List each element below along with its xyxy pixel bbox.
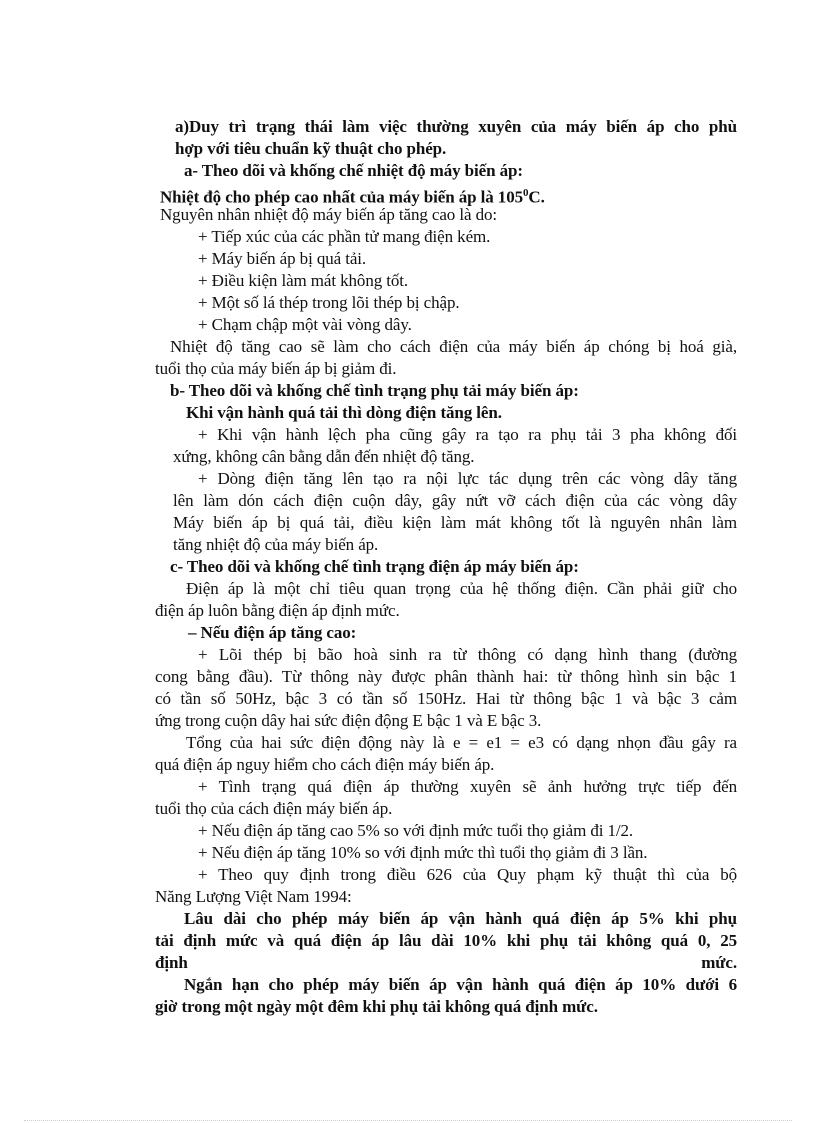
- heading-a-sub: a- Theo dõi và khống chế nhiệt độ máy biến áp:: [184, 161, 523, 180]
- flux-line4: ứng trong cuộn dây hai sức điện động E bậc 1 và E bậc 3.: [155, 711, 542, 730]
- cause-item-5: + Chạm chập một vài vòng dây.: [198, 315, 412, 334]
- heading-b: b- Theo dõi và khống chế tình trạng phụ tải máy biến áp:: [170, 381, 579, 400]
- max-temp-text: Nhiệt độ cho phép cao nhất của máy biến áp là 105: [160, 187, 524, 207]
- heading-a-main-line1: a)Duy trì trạng thái làm việc thường xuyên của máy biến áp cho phù: [175, 117, 737, 136]
- heading-c: c- Theo dõi và khống chế tình trạng điện áp máy biến áp:: [170, 557, 579, 576]
- flux-line3: có tần số 50Hz, bậc 3 có tần số 150Hz. Hai từ thông bậc 1 và bậc 3 cảm: [155, 689, 737, 708]
- voltage-rise-heading: – Nếu điện áp tăng cao:: [188, 623, 357, 642]
- heading-a-main-line2: hợp với tiêu chuẩn kỹ thuật cho phép.: [175, 139, 447, 158]
- overvoltage-line1: + Tình trạng quá điện áp thường xuyên sẽ ảnh hưởng trực tiếp đến: [198, 777, 737, 796]
- flux-line2: cong bằng đầu). Từ thông này được phân thành hai: từ thông hình sin bậc 1: [155, 667, 737, 686]
- voltage-intro-line2: điện áp luôn bằng điện áp định mức.: [155, 601, 400, 620]
- regulation-line2: Năng Lượng Việt Nam 1994:: [155, 887, 352, 906]
- cause-item-2: + Máy biến áp bị quá tải.: [198, 249, 367, 268]
- flux-line1: + Lõi thép bị bão hoà sinh ra từ thông có dạng hình thang (đường: [198, 645, 737, 664]
- overvoltage-line2: tuổi thọ của cách điện máy biến áp.: [155, 799, 393, 818]
- current-line2: lên làm dón cách điện cuộn dây, gây nứt vỡ cách điện của các vòng dây: [173, 491, 737, 510]
- voltage-intro-line1: Điện áp là một chỉ tiêu quan trọng của hệ thống điện. Cần phải giữ cho: [186, 579, 737, 598]
- cause-item-3: + Điều kiện làm mát không tốt.: [198, 271, 409, 290]
- causes-intro: Nguyên nhân nhiệt độ máy biến áp tăng cao là do:: [160, 205, 497, 224]
- current-line4: tăng nhiệt độ của máy biến áp.: [173, 535, 379, 554]
- max-temp-unit: C.: [528, 187, 545, 207]
- regulation-line1: + Theo quy định trong điều 626 của Quy phạm kỹ thuật thì của bộ: [198, 865, 737, 884]
- longterm-line3: định mức.: [155, 953, 737, 972]
- longterm-line1: Lâu dài cho phép máy biến áp vận hành quá điện áp 5% khi phụ: [184, 909, 737, 928]
- shortterm-line1: Ngắn hạn cho phép máy biến áp vận hành quá điện áp 10% dưới 6: [184, 975, 737, 994]
- longterm-line2: tải định mức và quá điện áp lâu dài 10% khi phụ tải không quá 0, 25: [155, 931, 737, 950]
- overload-line: Khi vận hành quá tải thì dòng điện tăng lên.: [186, 403, 502, 422]
- ten-percent-line: + Nếu điện áp tăng 10% so với định mức thì tuổi thọ giảm đi 3 lần.: [198, 843, 648, 862]
- phase-line1: + Khi vận hành lệch pha cũng gây ra tạo ra phụ tải 3 pha không đối: [198, 425, 737, 444]
- emf-sum-line1: Tổng của hai sức điện động này là e = e1 = e3 có dạng nhọn đầu gây ra: [186, 733, 737, 752]
- footer-divider: [24, 1120, 792, 1121]
- temp-effect-line2: tuổi thọ của máy biến áp bị giảm đi.: [155, 359, 397, 378]
- shortterm-line2: giờ trong một ngày một đêm khi phụ tải không quá định mức.: [155, 997, 598, 1016]
- cause-item-1: + Tiếp xúc của các phần tử mang điện kém.: [198, 227, 491, 246]
- cause-item-4: + Một số lá thép trong lõi thép bị chập.: [198, 293, 460, 312]
- phase-line2: xứng, không cân bằng dẫn đến nhiệt độ tăng.: [173, 447, 475, 466]
- five-percent-line: + Nếu điện áp tăng cao 5% so với định mức tuổi thọ giảm đi 1/2.: [198, 821, 634, 840]
- temp-effect-line1: Nhiệt độ tăng cao sẽ làm cho cách điện của máy biến áp chóng bị hoá già,: [170, 337, 737, 356]
- current-line3: Máy biến áp bị quá tải, điều kiện làm mát không tốt là nguyên nhân làm: [173, 513, 737, 532]
- current-line1: + Dòng điện tăng lên tạo ra nội lực tác dụng trên các vòng dây tăng: [198, 469, 737, 488]
- max-temp-superscript: 0: [523, 187, 529, 199]
- emf-sum-line2: quá điện áp nguy hiểm cho cách điện máy biến áp.: [155, 755, 495, 774]
